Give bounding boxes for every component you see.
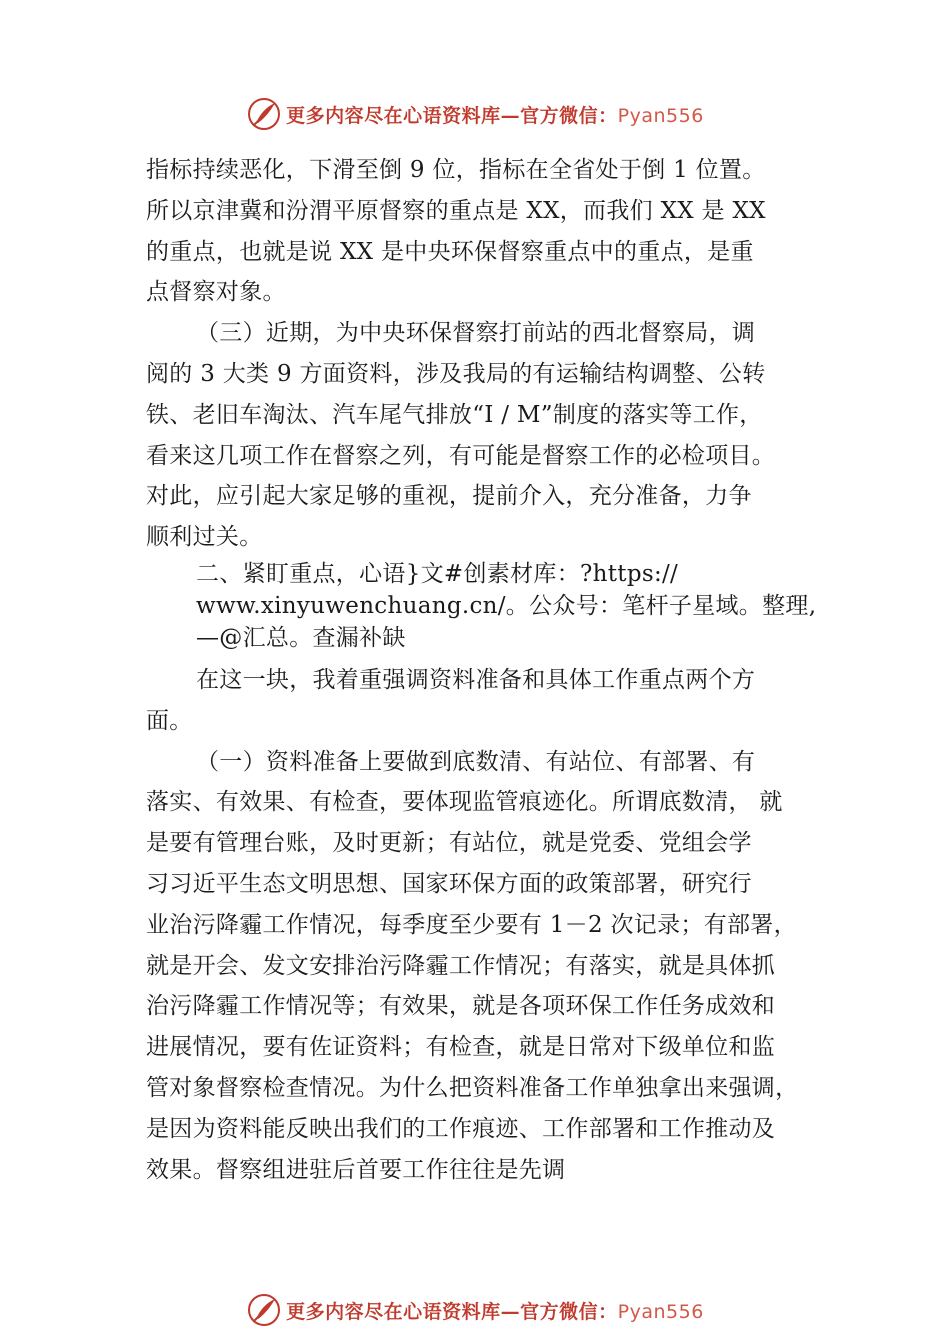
text-line: 的重点，也就是说 XX 是中央环保督察重点中的重点，是重 xyxy=(146,238,754,265)
text-line: 效果。督察组进驻后首要工作往往是先调 xyxy=(146,1156,566,1183)
text-line: 业治污降霾工作情况，每季度至少要有 1－2 次记录；有部署， xyxy=(146,911,797,938)
text-line: 顺利过关。 xyxy=(146,524,263,551)
header-banner-text: 更多内容尽在心语资料库—官方微信：Pyan556 xyxy=(286,104,704,127)
text-line: 是因为资料能反映出我们的工作痕迹、工作部署和工作推动及 xyxy=(146,1115,776,1142)
text-line: 对此，应引起大家足够的重视，提前介入，充分准备，力争 xyxy=(146,483,752,510)
header-banner xyxy=(0,94,950,134)
paragraph-continuation xyxy=(146,150,836,313)
quill-pen-icon xyxy=(246,1292,282,1328)
text-line: 阅的 3 大类 9 方面资料，涉及我局的有运输结构调整、公转 xyxy=(146,360,766,387)
text-line: 所以京津冀和汾渭平原督察的重点是 XX，而我们 XX 是 XX xyxy=(146,197,766,224)
text-line: —@汇总。查漏补缺 xyxy=(196,624,406,651)
text-line: 习习近平生态文明思想、国家环保方面的政策部署，研究行 xyxy=(146,870,752,897)
quill-pen-icon xyxy=(246,96,282,132)
section-heading-two xyxy=(146,558,836,654)
paragraph-three xyxy=(146,313,836,558)
text-line: 面。 xyxy=(146,707,193,734)
text-line: 铁、老旧车淘汰、汽车尾气排放“I / M”制度的落实等工作， xyxy=(146,401,763,428)
text-line: 指标持续恶化，下滑至倒 9 位，指标在全省处于倒 1 位置。 xyxy=(146,157,766,183)
text-line: 看来这几项工作在督察之列，有可能是督察工作的必检项目。 xyxy=(146,442,776,469)
footer-banner-text: 更多内容尽在心语资料库—官方微信：Pyan556 xyxy=(286,1300,704,1323)
text-line: 在这一块，我着重强调资料准备和具体工作重点两个方 xyxy=(196,666,756,693)
text-line: www.xinyuwenchuang.cn/。公众号：笔杆子星域。整理, xyxy=(196,592,817,619)
wechat-handle: Pyan556 xyxy=(617,1300,704,1323)
wechat-handle: Pyan556 xyxy=(617,104,704,127)
text-line: 就是开会、发文安排治污降霾工作情况；有落实，就是具体抓 xyxy=(146,952,776,979)
text-line: 进展情况，要有佐证资料；有检查，就是日常对下级单位和监 xyxy=(146,1034,776,1061)
text-line: 是要有管理台账，及时更新；有站位，就是党委、党组会学 xyxy=(146,830,752,857)
text-line: 点督察对象。 xyxy=(146,279,286,306)
text-line: （三）近期，为中央环保督察打前站的西北督察局，调 xyxy=(196,320,756,347)
paragraph-one xyxy=(146,742,836,1191)
footer-banner xyxy=(0,1290,950,1330)
paragraph-intro xyxy=(146,660,836,742)
text-line: （一）资料准备上要做到底数清、有站位、有部署、有 xyxy=(196,748,756,775)
text-line: 管对象督察检查情况。为什么把资料准备工作单独拿出来强调， xyxy=(146,1074,799,1101)
text-line: 二、紧盯重点，心语}文#创素材库：?https:// xyxy=(196,560,679,587)
text-line: 治污降霾工作情况等；有效果，就是各项环保工作任务成效和 xyxy=(146,993,776,1020)
text-line: 落实、有效果、有检查，要体现监管痕迹化。所谓底数清， 就 xyxy=(146,789,783,816)
document-body xyxy=(146,150,836,1190)
